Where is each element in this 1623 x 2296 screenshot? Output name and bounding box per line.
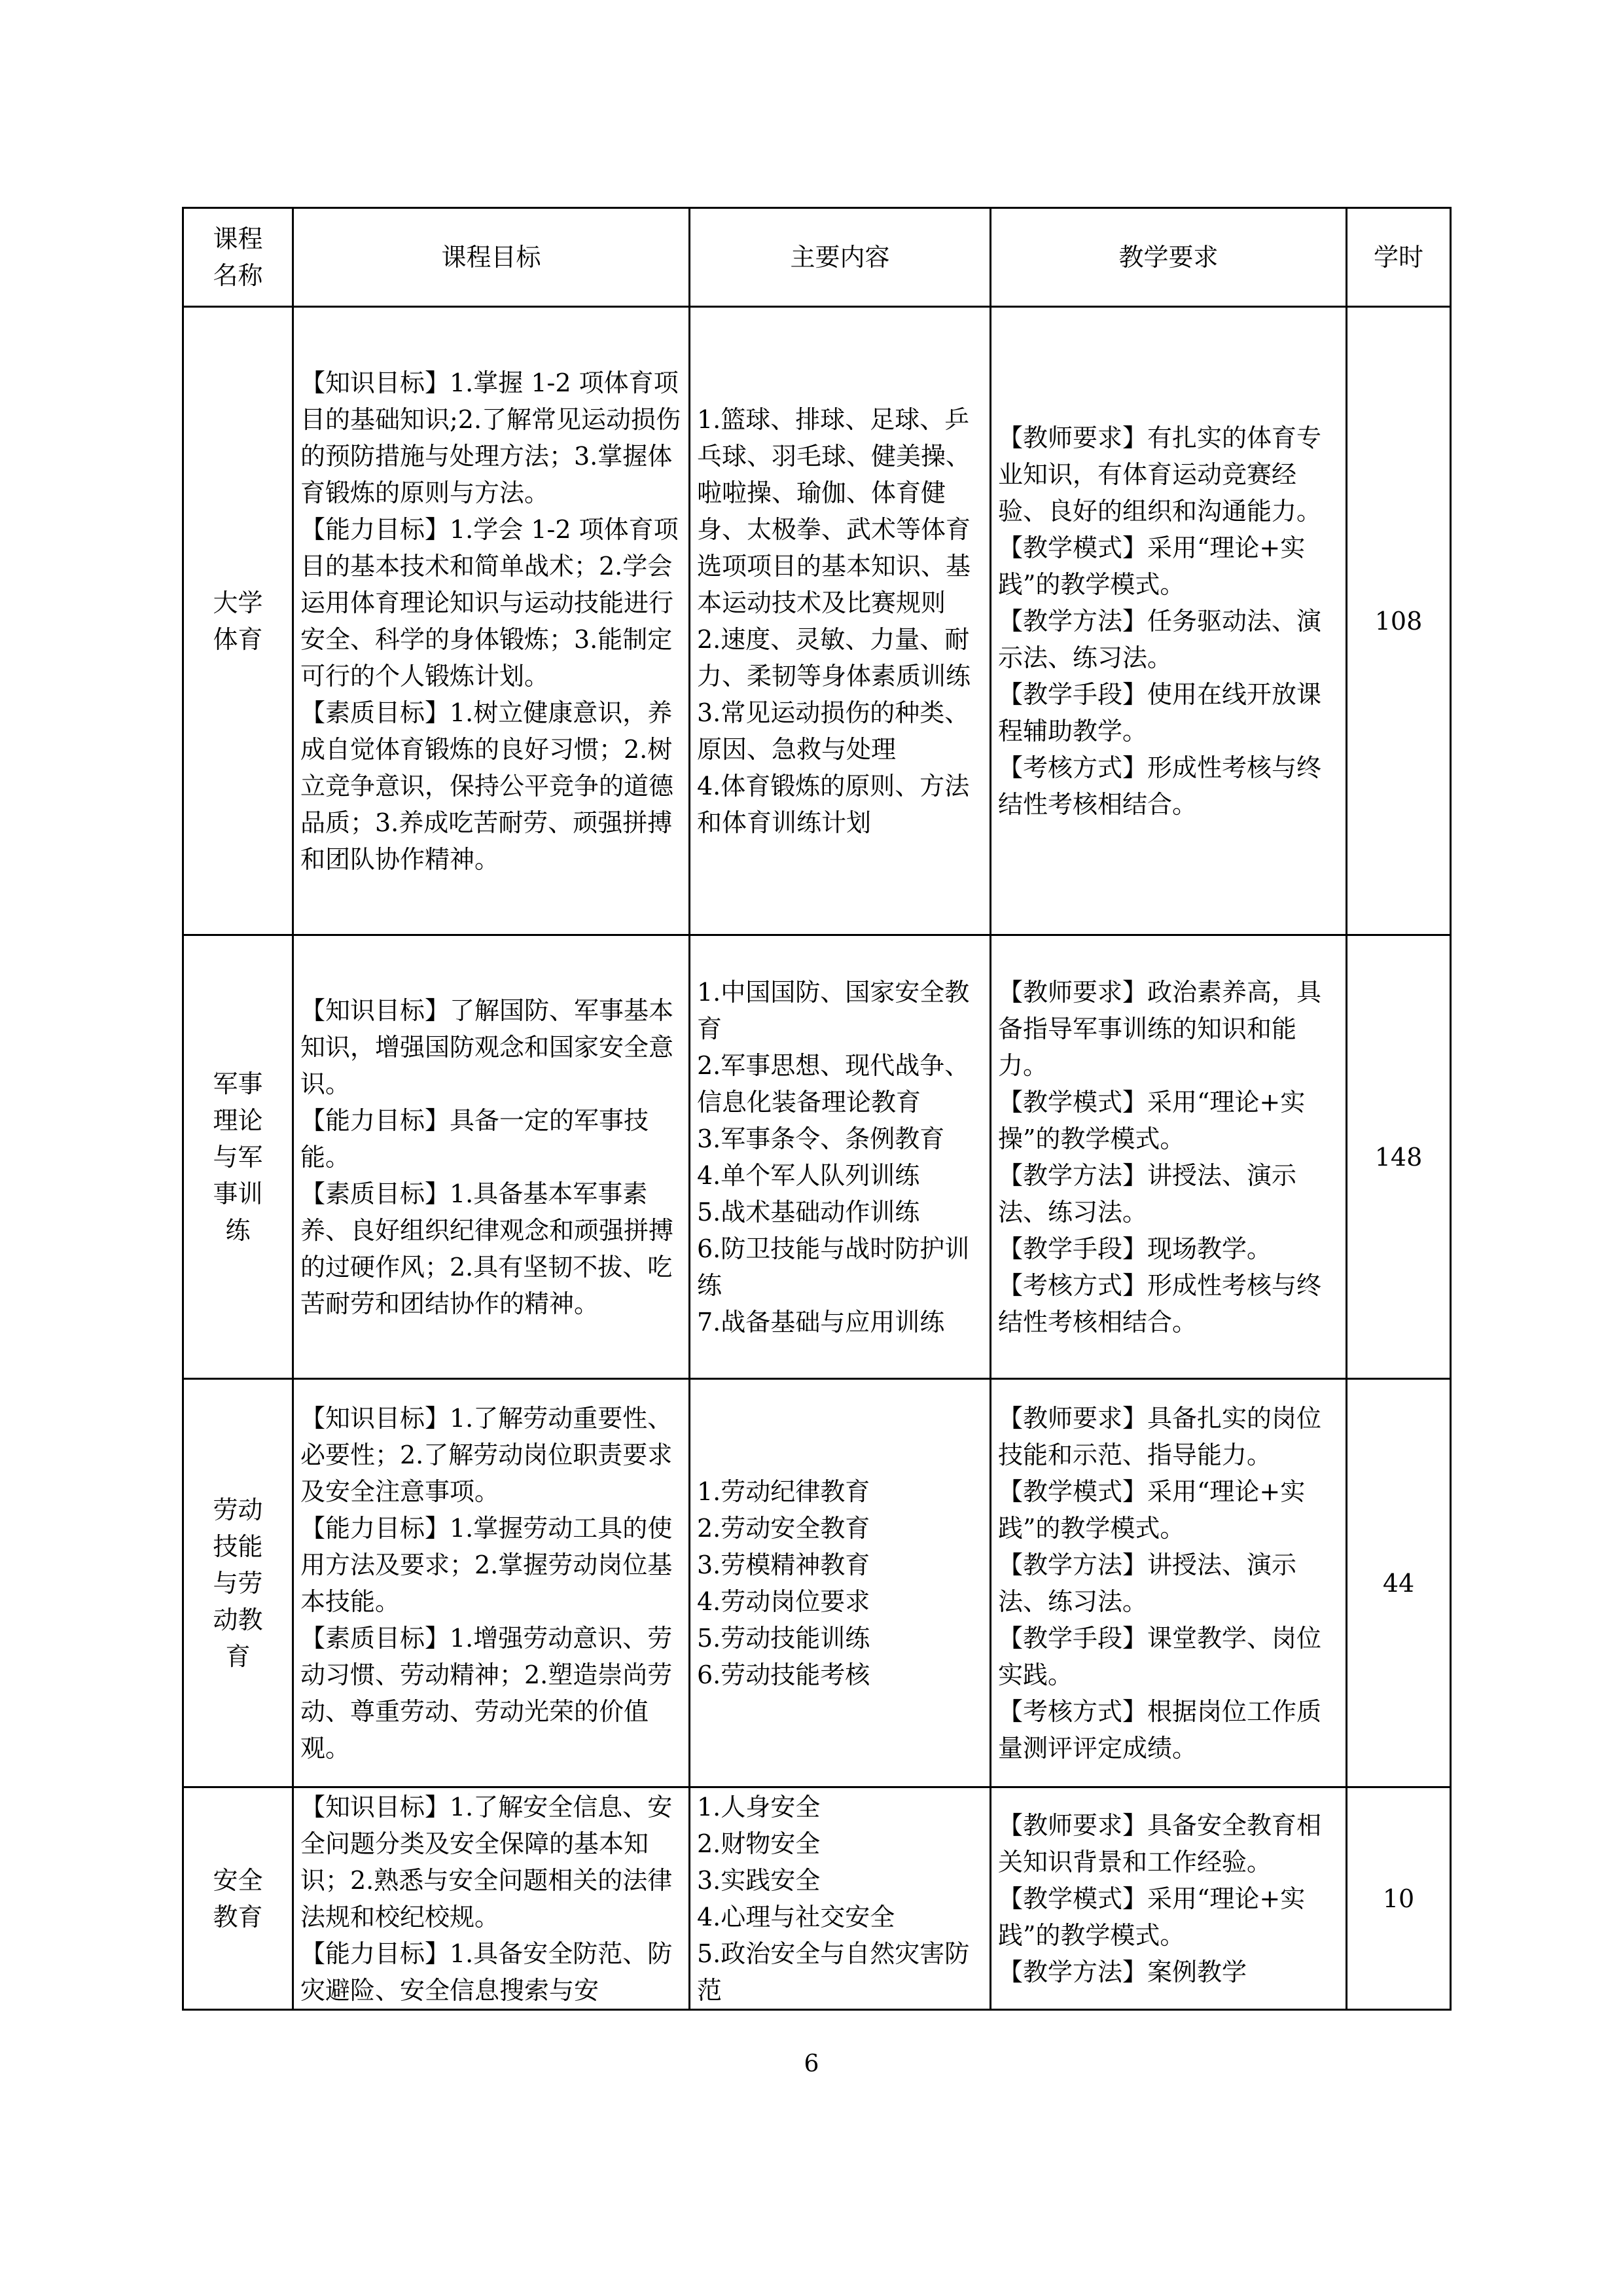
course-name: 军事理论与军事训练 [213, 1069, 263, 1245]
requirement-cell [991, 1379, 1347, 1787]
course-name-cell [183, 1379, 293, 1787]
content-cell [690, 307, 991, 935]
content-paragraph: 5.政治安全与自然灾害防范 [697, 1939, 970, 2005]
course-name: 安全教育 [213, 1865, 263, 1931]
content-cell [690, 935, 991, 1379]
objective-paragraph: 【知识目标】1.了解安全信息、安全问题分类及安全保障的基本知识；2.熟悉与安全问题相关的法律法规和校纪校规。 [300, 1792, 673, 1931]
table-row [183, 1379, 1451, 1787]
content-paragraph: 4.单个军人队列训练 [697, 1160, 920, 1190]
content-paragraph: 1.中国国防、国家安全教育 [697, 977, 970, 1043]
requirement-paragraph: 【考核方式】根据岗位工作质量测评评定成绩。 [998, 1696, 1322, 1763]
content-cell [690, 1379, 991, 1787]
hours-cell: 10 [1347, 1787, 1451, 2010]
content-paragraph: 3.实践安全 [697, 1865, 821, 1895]
objective-paragraph: 【能力目标】1.掌握劳动工具的使用方法及要求；2.掌握劳动岗位基本技能。 [300, 1513, 673, 1616]
requirement-paragraph: 【教学模式】采用“理论+实操”的教学模式。 [998, 1087, 1306, 1153]
content-paragraph: 3.劳模精神教育 [697, 1550, 870, 1579]
course-name-cell [183, 307, 293, 935]
objective-paragraph: 【素质目标】1.树立健康意识，养成自觉体育锻炼的良好习惯；2.树立竞争意识，保持公平竞争的道德品质；3.养成吃苦耐劳、顽强拼搏和团队协作精神。 [300, 698, 674, 874]
header-content: 主要内容 [690, 208, 991, 307]
content-cell [690, 1787, 991, 2010]
requirement-paragraph: 【教学手段】课堂教学、岗位实践。 [998, 1623, 1322, 1689]
objective-cell [293, 1787, 690, 2010]
content-paragraph: 2.劳动安全教育 [697, 1513, 870, 1543]
objective-paragraph: 【知识目标】1.掌握 1-2 项体育项目的基础知识;2.了解常见运动损伤的预防措施与处理方法；3.掌握体育锻炼的原则与方法。 [300, 368, 681, 507]
header-requirement: 教学要求 [991, 208, 1347, 307]
header-objective: 课程目标 [293, 208, 690, 307]
requirement-cell [991, 307, 1347, 935]
requirement-paragraph: 【教学模式】采用“理论+实践”的教学模式。 [998, 533, 1306, 599]
content-paragraph: 2.军事思想、现代战争、信息化装备理论教育 [697, 1050, 970, 1117]
objective-paragraph: 【素质目标】1.增强劳动意识、劳动习惯、劳动精神；2.塑造崇尚劳动、尊重劳动、劳动光荣的价值观。 [300, 1623, 673, 1763]
header-course-name: 课程名称 [183, 208, 293, 307]
content-paragraph: 5.战术基础动作训练 [697, 1197, 920, 1227]
requirement-paragraph: 【教学手段】使用在线开放课程辅助教学。 [998, 679, 1322, 745]
table-row [183, 307, 1451, 935]
content-paragraph: 4.心理与社交安全 [697, 1902, 895, 1931]
objective-cell [293, 307, 690, 935]
requirement-paragraph: 【教学方法】案例教学 [998, 1957, 1247, 1986]
requirement-paragraph: 【教学方法】讲授法、演示法、练习法。 [998, 1160, 1297, 1227]
table-row [183, 1787, 1451, 2010]
content-paragraph: 4.体育锻炼的原则、方法和体育训练计划 [697, 771, 970, 837]
objective-paragraph: 【能力目标】1.具备安全防范、防灾避险、安全信息搜索与安 [300, 1939, 673, 2005]
objective-paragraph: 【素质目标】1.具备基本军事素养、良好组织纪律观念和顽强拼搏的过硬作风；2.具有坚韧不拔、吃苦耐劳和团结协作的精神。 [300, 1179, 674, 1318]
hours-cell: 108 [1347, 307, 1451, 935]
content-paragraph: 1.篮球、排球、足球、乒乓球、羽毛球、健美操、啦啦操、瑜伽、体育健身、太极拳、武术等体育选项项目的基本知识、基本运动技术及比赛规则 [697, 404, 971, 617]
content-paragraph: 2.财物安全 [697, 1829, 821, 1858]
requirement-paragraph: 【教师要求】政治素养高，具备指导军事训练的知识和能力。 [998, 977, 1322, 1080]
header-hours: 学时 [1347, 208, 1451, 307]
page-number: 6 [804, 2051, 819, 2077]
hours-cell: 148 [1347, 935, 1451, 1379]
course-name: 大学体育 [213, 588, 263, 654]
course-table [182, 207, 1452, 2011]
header-row [183, 208, 1451, 307]
content-paragraph: 1.人身安全 [697, 1792, 821, 1821]
course-name-cell [183, 1787, 293, 2010]
requirement-paragraph: 【教学方法】任务驱动法、演示法、练习法。 [998, 606, 1322, 672]
content-paragraph: 6.防卫技能与战时防护训练 [697, 1234, 970, 1300]
content-paragraph: 2.速度、灵敏、力量、耐力、柔韧等身体素质训练 [697, 624, 971, 691]
course-name-cell [183, 935, 293, 1379]
content-paragraph: 6.劳动技能考核 [697, 1660, 870, 1689]
objective-cell [293, 1379, 690, 1787]
requirement-paragraph: 【教师要求】具备安全教育相关知识背景和工作经验。 [998, 1810, 1322, 1876]
requirement-paragraph: 【教师要求】具备扎实的岗位技能和示范、指导能力。 [998, 1403, 1322, 1469]
objective-paragraph: 【能力目标】具备一定的军事技能。 [300, 1105, 649, 1172]
content-paragraph: 1.劳动纪律教育 [697, 1477, 870, 1506]
content-paragraph: 3.军事条令、条例教育 [697, 1124, 945, 1153]
requirement-paragraph: 【教学方法】讲授法、演示法、练习法。 [998, 1550, 1297, 1616]
requirement-paragraph: 【教师要求】有扎实的体育专业知识，有体育运动竞赛经验、良好的组织和沟通能力。 [998, 423, 1322, 526]
objective-paragraph: 【能力目标】1.学会 1-2 项体育项目的基本技术和简单战术；2.学会运用体育理论知识与运动技能进行安全、科学的身体锻炼；3.能制定可行的个人锻炼计划。 [300, 514, 679, 691]
requirement-paragraph: 【教学模式】采用“理论+实践”的教学模式。 [998, 1884, 1306, 1950]
table-row [183, 935, 1451, 1379]
hours-cell: 44 [1347, 1379, 1451, 1787]
requirement-cell [991, 935, 1347, 1379]
requirement-cell [991, 1787, 1347, 2010]
content-paragraph: 3.常见运动损伤的种类、原因、急救与处理 [697, 698, 970, 764]
requirement-paragraph: 【考核方式】形成性考核与终结性考核相结合。 [998, 753, 1322, 819]
requirement-paragraph: 【考核方式】形成性考核与终结性考核相结合。 [998, 1270, 1322, 1336]
requirement-paragraph: 【教学手段】现场教学。 [998, 1234, 1272, 1263]
objective-paragraph: 【知识目标】1.了解劳动重要性、必要性；2.了解劳动岗位职责要求及安全注意事项。 [300, 1403, 673, 1506]
content-paragraph: 4.劳动岗位要求 [697, 1587, 870, 1616]
objective-cell [293, 935, 690, 1379]
content-paragraph: 5.劳动技能训练 [697, 1623, 870, 1653]
course-name: 劳动技能与劳动教育 [213, 1495, 263, 1671]
objective-paragraph: 【知识目标】了解国防、军事基本知识，增强国防观念和国家安全意识。 [300, 996, 674, 1098]
requirement-paragraph: 【教学模式】采用“理论+实践”的教学模式。 [998, 1477, 1306, 1543]
content-paragraph: 7.战备基础与应用训练 [697, 1307, 945, 1336]
